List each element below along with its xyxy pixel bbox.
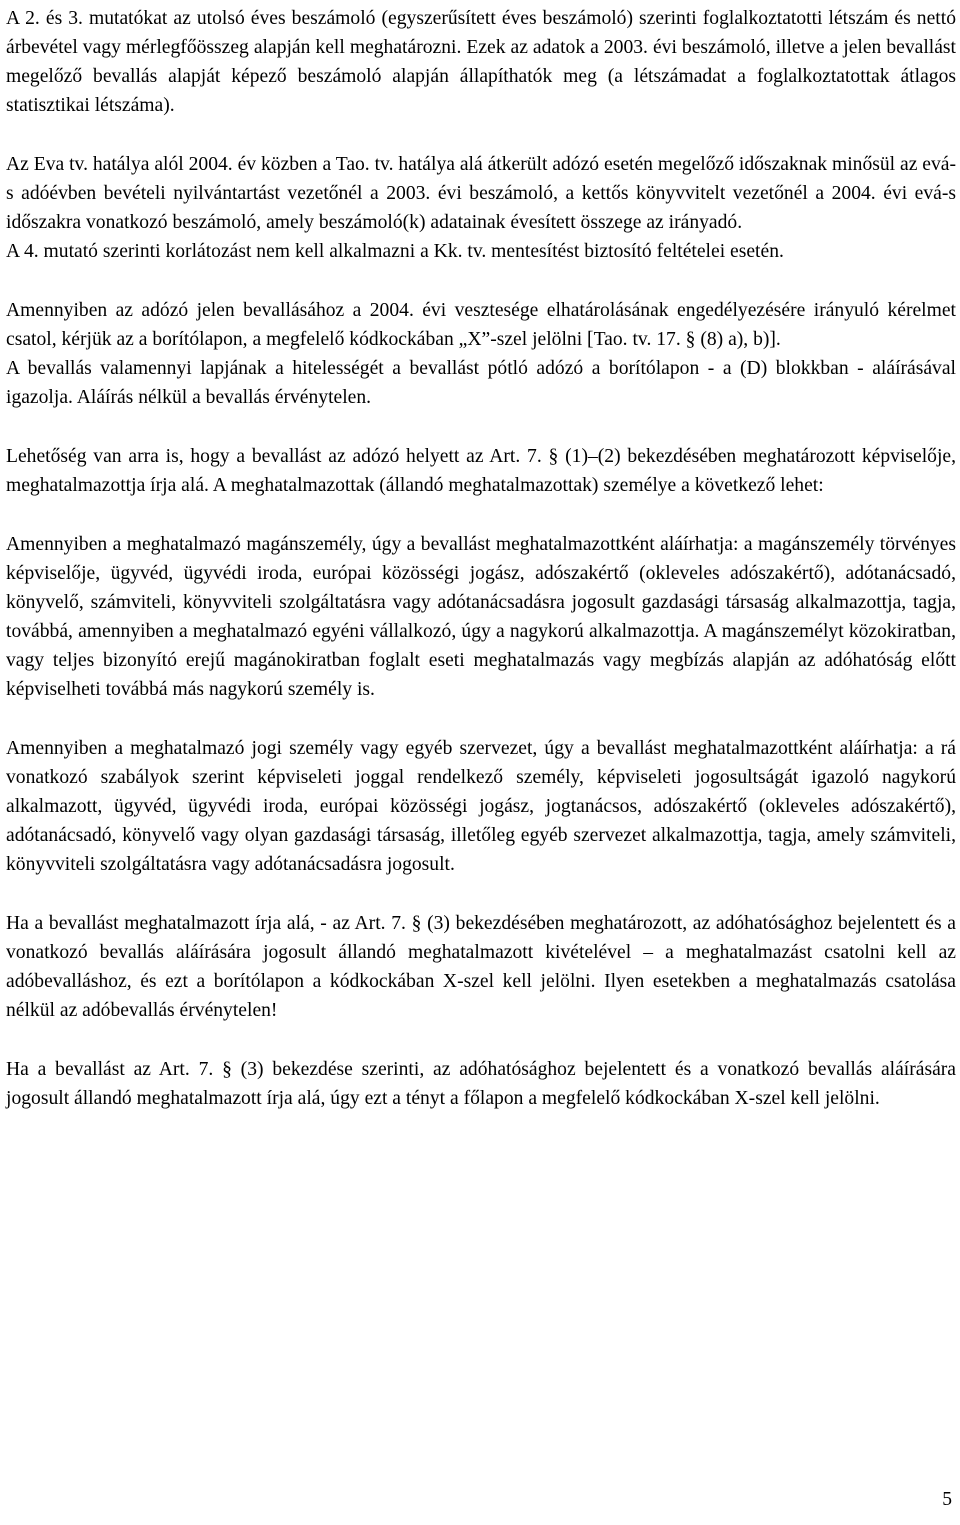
document-page bbox=[6, 4, 956, 1113]
page-number: 5 bbox=[942, 1489, 952, 1510]
paragraph-authorization-attachment: Ha a bevallást meghatalmazott írja alá, - az Art. 7. § (3) bekezdésében meghatározott, az adóhatósághoz bejelentett és a vonatkozó bevallás aláírására jogosult állandó meghatalmazott kivételével – a meghatalmazást csatolni kell az adóbevalláshoz, és ezt a borítólapon a kódkockában X-szel kell jelölni. Ilyen esetekben a meghatalmazás csatolása nélkül az adóbevallás érvénytelen! bbox=[6, 913, 956, 1021]
paragraph-representative-signing: Lehetőség van arra is, hogy a bevallást az adózó helyett az Art. 7. § (1)–(2) bekezdésében meghatározott képviselője, meghatalmazottja írja alá. A meghatalmazottak (állandó meghatalmazottak) személye a következő lehet: bbox=[6, 446, 956, 496]
paragraph-permanent-representative: Ha a bevallást az Art. 7. § (3) bekezdése szerinti, az adóhatósághoz bejelentett és a vonatkozó bevallás aláírására jogosult állandó meghatalmazott írja alá, úgy ezt a tényt a főlapon a megfelelő kódkockában X-szel kell jelölni. bbox=[6, 1059, 956, 1109]
paragraph-indicators-basis: A 2. és 3. mutatókat az utolsó éves beszámoló (egyszerűsített éves beszámoló) szerinti foglalkoztatotti létszám és nettó árbevétel vagy mérlegfőösszeg alapján kell meghatározni. Ezek az adatok a 2003. évi beszámoló, illetve a jelen bevallást megelőző bevallás alapját képező beszámoló alapján állapíthatók meg (a létszámadat a foglalkoztatottak átlagos statisztikai létszáma). bbox=[6, 8, 956, 116]
paragraph-signature-validity: A bevallás valamennyi lapjának a hitelességét a bevallást pótló adózó a borítólapon - a (D) blokkban - aláírásával igazolja. Aláírás nélkül a bevallás érvénytelen. bbox=[6, 358, 956, 408]
paragraph-loss-deferral-request: Amennyiben az adózó jelen bevallásához a 2004. évi vesztesége elhatárolásának engedélyezésére irányuló kérelmet csatol, kérjük az a borítólapon, a megfelelő kódkockában „X”-szel jelölni [Tao. tv. 17. § (8) a), b)]. bbox=[6, 300, 956, 350]
paragraph-eva-transition: Az Eva tv. hatálya alól 2004. év közben a Tao. tv. hatálya alá átkerült adózó esetén megelőző időszaknak minősül az evá-s adóévben bevételi nyilvántartást vezetőnél a 2003. évi beszámoló, a kettős könyvvitelt vezetőnél a 2004. évi evá-s időszakra vonatkozó beszámoló, amely beszámoló(k) adatainak évesített összege az irányadó. bbox=[6, 154, 957, 233]
paragraph-legal-entity-principal: Amennyiben a meghatalmazó jogi személy vagy egyéb szervezet, úgy a bevallást meghatalmazottként aláírhatja: a rá vonatkozó szabályok szerint képviseleti joggal rendelkező személy, képviseleti jogosultságát igazoló nagykorú alkalmazott, ügyvéd, ügyvédi iroda, európai közösségi jogász, jogtanácsos, adószakértő (okleveles adószakértő), adótanácsadó, könyvelő vagy olyan gazdasági társaság, illetőleg egyéb szervezet alkalmazottja, tagja, amely számviteli, könyvviteli szolgáltatásra vagy adótanácsadásra jogosult. bbox=[6, 738, 956, 875]
paragraph-indicator-4-exemption: A 4. mutató szerinti korlátozást nem kell alkalmazni a Kk. tv. mentesítést biztosító feltételei esetén. bbox=[6, 241, 784, 262]
paragraph-private-person-principal: Amennyiben a meghatalmazó magánszemély, úgy a bevallást meghatalmazottként aláírhatja: a magánszemély törvényes képviselője, ügyvéd, ügyvédi iroda, európai közösségi jogász, adószakértő (okleveles adószakértő), adótanácsadó, könyvelő, számviteli, könyvviteli szolgáltatásra vagy adótanácsadásra jogosult gazdasági társaság alkalmazottja, tagja, továbbá, amennyiben a meghatalmazó egyéni vállalkozó, úgy a nagykorú alkalmazottja. A magánszemélyt közokiratban, vagy teljes bizonyító erejű magánokiratban foglalt eseti meghatalmazás vagy megbízás alapján az adóhatóság előtt képviselheti továbbá más nagykorú személy is. bbox=[6, 534, 956, 700]
